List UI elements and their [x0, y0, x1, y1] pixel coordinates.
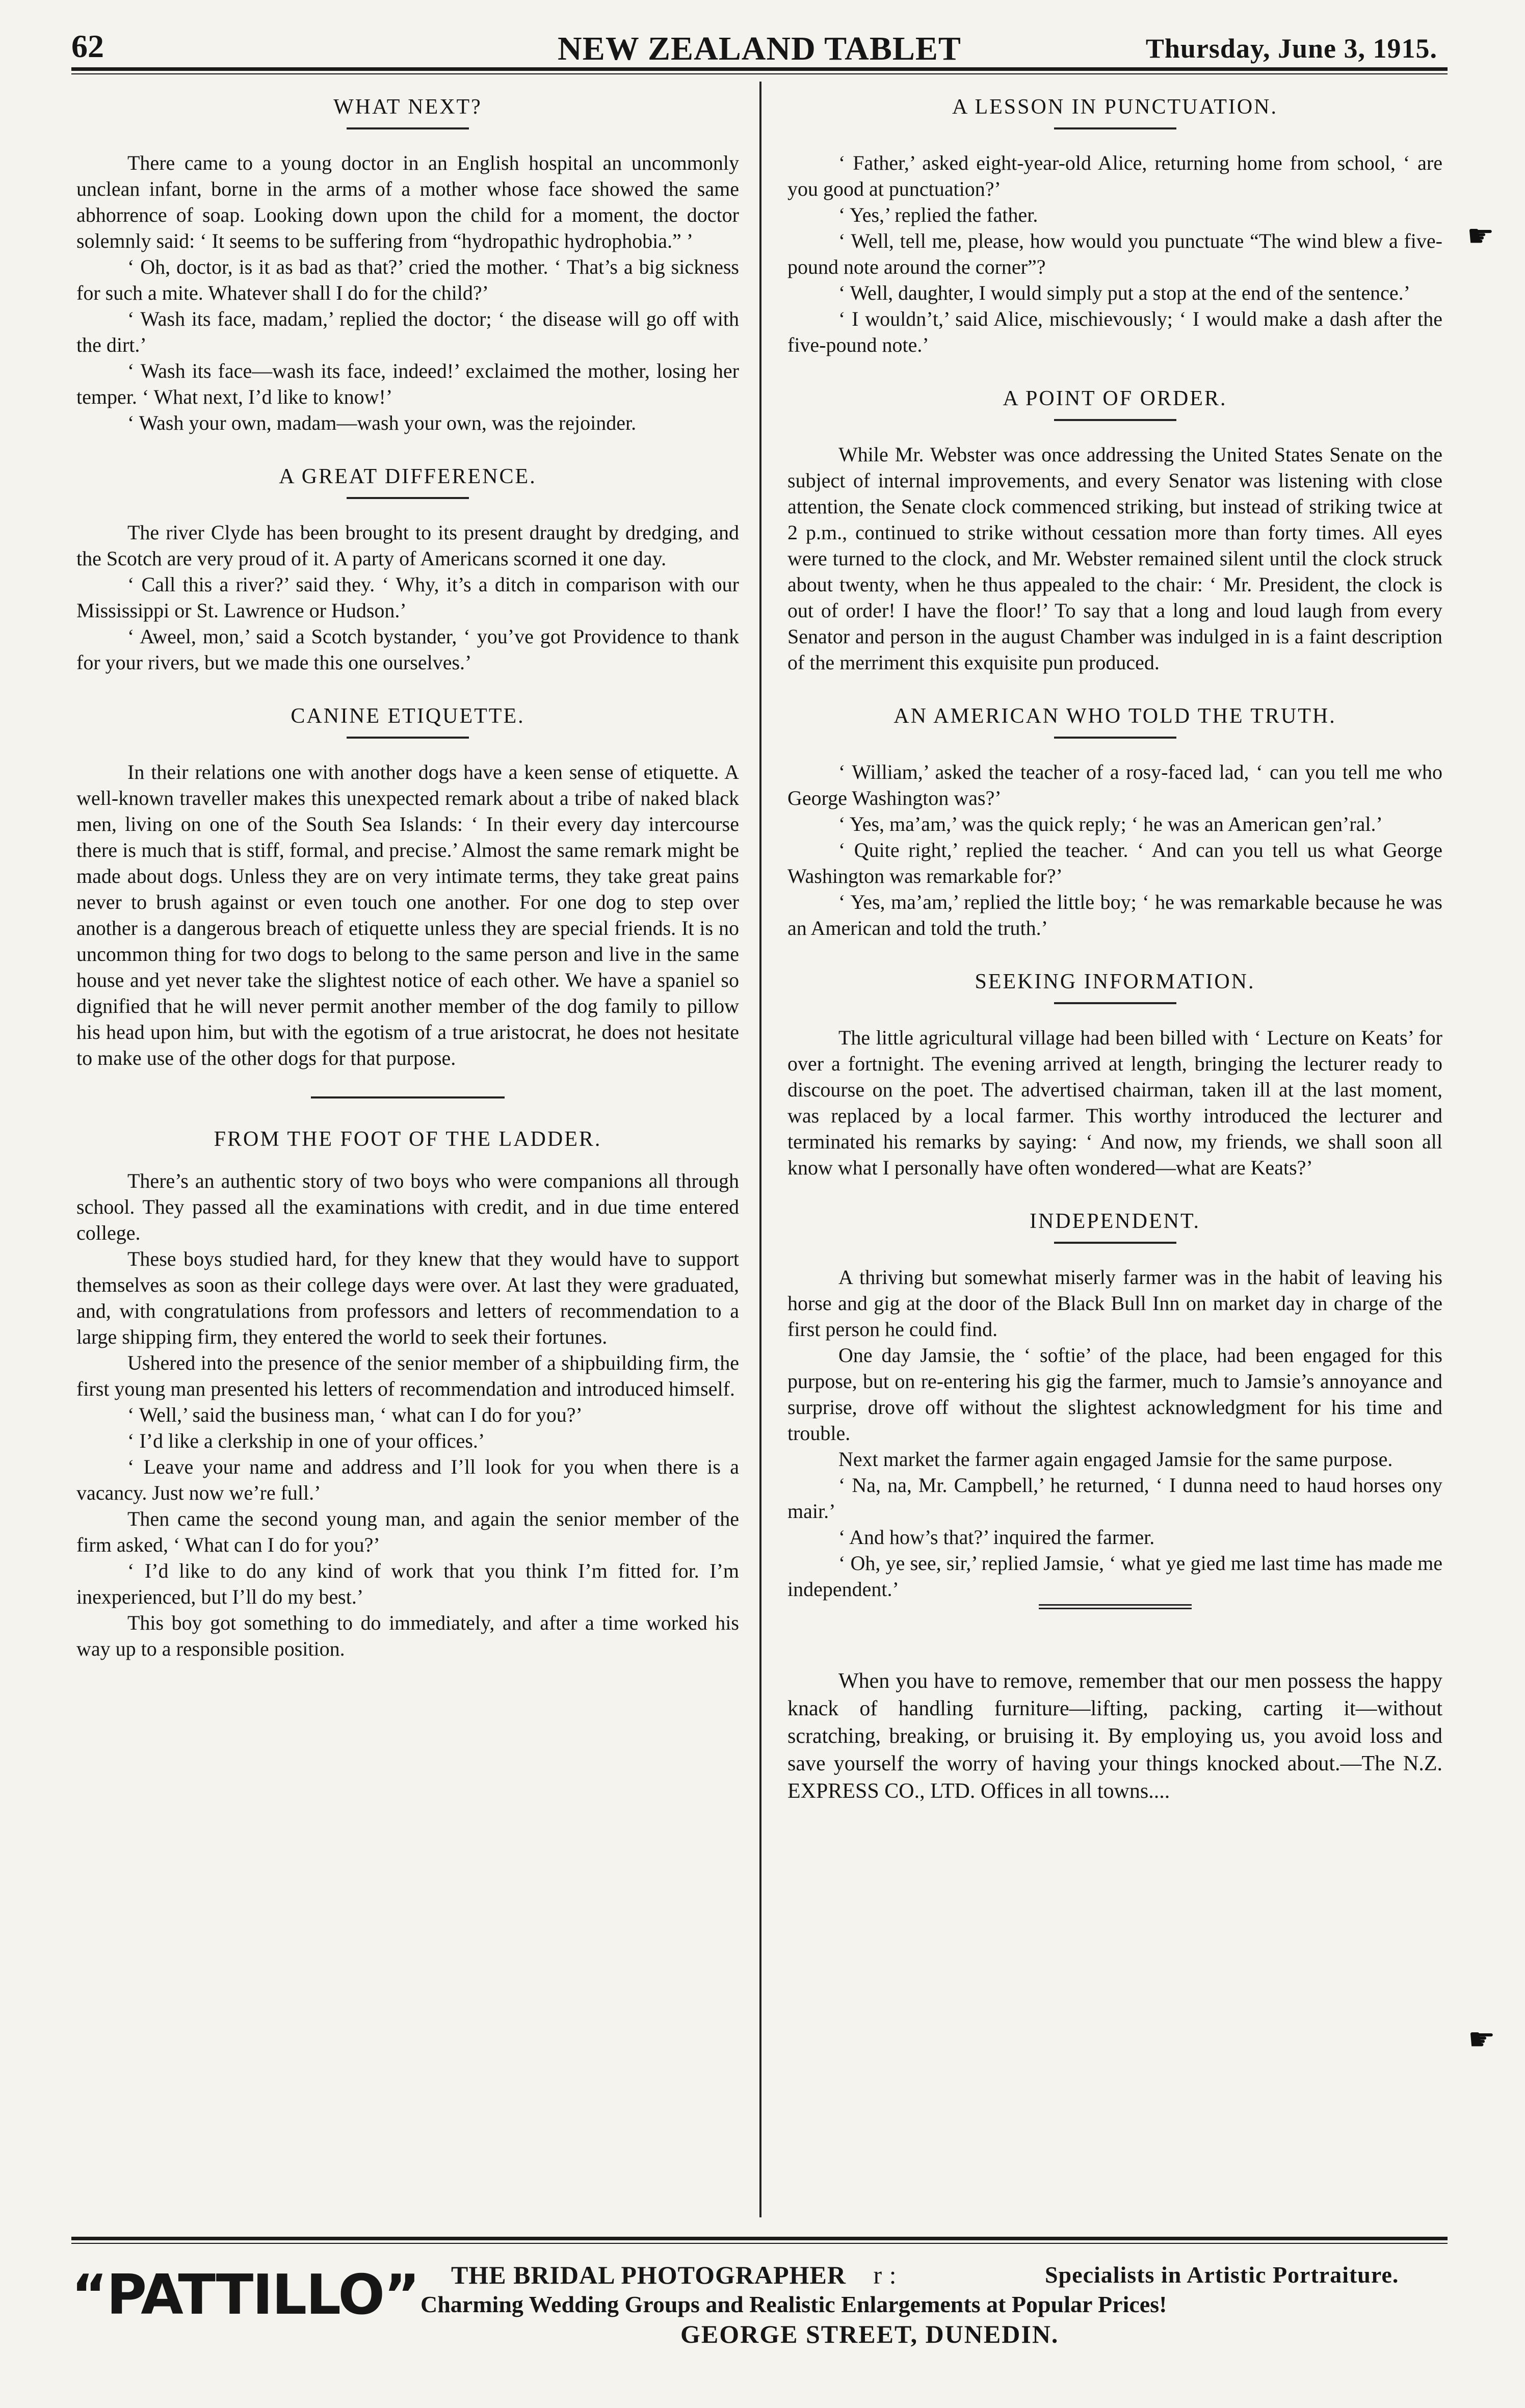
footer-offer: Charming Wedding Groups and Realistic Enlargements at Popular Prices!: [420, 2291, 1167, 2317]
paragraph: ‘ And how’s that?’ inquired the farmer.: [838, 1526, 1155, 1549]
article-what-next: [76, 92, 739, 436]
title-rule: [1054, 127, 1176, 129]
spacer: [76, 436, 739, 461]
section-double-rule: [1039, 1604, 1192, 1609]
photographer-title: THE BRIDAL PHOTOGRAPHER: [451, 2261, 846, 2289]
footer-tagline: [451, 2260, 1399, 2290]
title-rule: [347, 127, 469, 129]
article-title: CANINE ETIQUETTE.: [291, 704, 525, 728]
paragraph: ‘ I’d like to do any kind of work that you think I’m fitted for. I’m inexperienced, but I’ll do my best.’: [76, 1559, 739, 1608]
paragraph: ‘ Leave your name and address and I’ll look for you when there is a vacancy. Just now we’re full.’: [76, 1455, 739, 1504]
spacer: [76, 675, 739, 701]
paragraph: ‘ Well, daughter, I would simply put a stop at the end of the sentence.’: [838, 281, 1410, 304]
paragraph: ‘ William,’ asked the teacher of a rosy-faced lad, ‘ can you tell me who George Washington was?’: [787, 761, 1442, 809]
paragraph: ‘ Yes, ma’am,’ was the quick reply; ‘ he was an American gen’ral.’: [838, 813, 1383, 835]
spacer: [787, 675, 1442, 701]
pointing-hand-icon: ☛: [1468, 2022, 1495, 2057]
paragraph: The little agricultural village had been billed with ‘ Lecture on Keats’ for over a fortnight. The evening arrived at length, bringing the lecturer ready to discourse on the poet. The advertised chairman, taken ill at the last moment, was replaced by a local farmer. This worthy introduced the lecturer and terminated his remarks by saying: ‘ And now, my friends, we shall soon all know what I personally have often wondered—what are Keats?’: [787, 1026, 1442, 1179]
paragraph: ‘ Wash your own, madam—wash your own, was the rejoinder.: [127, 411, 637, 434]
footer-mark: r :: [873, 2261, 897, 2289]
specialists-text: Specialists in Artistic Portraiture.: [1045, 2262, 1399, 2288]
column-divider: [759, 82, 761, 2217]
article-seeking-information: [787, 966, 1442, 1181]
header-rule-thin: [71, 73, 1448, 74]
title-rule: [1054, 737, 1176, 739]
spacer: [787, 1181, 1442, 1206]
pointing-hand-icon: ☛: [1467, 218, 1494, 254]
paragraph: These boys studied hard, for they knew that they would have to support themselves as soon as their college days were over. At last they were graduated, and, with congratulations from professors and letters of recommendation to a large shipping firm, they entered the world to seek their fortunes.: [76, 1247, 739, 1348]
article-foot-of-ladder: [76, 1124, 739, 1662]
paragraph: A thriving but somewhat miserly farmer was in the habit of leaving his horse and gig at the door of the Black Bull Inn on market day in charge of the first person he could find.: [787, 1266, 1442, 1341]
paragraph: ‘ Oh, doctor, is it as bad as that?’ cried the mother. ‘ That’s a big sickness for such a mite. Whatever shall I do for the child?’: [76, 255, 739, 304]
article-title: AN AMERICAN WHO TOLD THE TRUTH.: [893, 704, 1336, 728]
section-rule: [311, 1096, 505, 1098]
paragraph: ‘ I’d like a clerkship in one of your offices.’: [127, 1429, 485, 1452]
spacer: [787, 941, 1442, 966]
article-title: A GREAT DIFFERENCE.: [279, 465, 537, 488]
paragraph: ‘ I wouldn’t,’ said Alice, mischievously; ‘ I would make a dash after the five-pound note.’: [787, 307, 1442, 356]
advert-nz-express: [787, 1667, 1442, 1805]
paragraph: There came to a young doctor in an English hospital an uncommonly unclean infant, borne in the arms of a mother whose face showed the same abhorrence of soap. Looking down upon the child for a moment, the doctor solemnly said: ‘ It seems to be suffering from “hydropathic hydrophobia.” ’: [76, 151, 739, 252]
paragraph: ‘ Father,’ asked eight-year-old Alice, returning home from school, ‘ are you good at punctuation?’: [787, 151, 1442, 200]
spacer: [787, 358, 1442, 383]
article-punctuation: [787, 92, 1442, 358]
paragraph: ‘ Quite right,’ replied the teacher. ‘ And can you tell us what George Washington was remarkable for?’: [787, 839, 1442, 887]
article-title: A LESSON IN PUNCTUATION.: [952, 95, 1278, 119]
paragraph: Ushered into the presence of the senior member of a shipbuilding firm, the first young man presented his letters of recommendation and introduced himself.: [76, 1351, 739, 1400]
article-american-truth: [787, 701, 1442, 941]
page-number: 62: [71, 28, 104, 64]
paragraph: ‘ Oh, ye see, sir,’ replied Jamsie, ‘ what ye gied me last time has made me independent.’: [787, 1552, 1442, 1601]
article-title: WHAT NEXT?: [333, 95, 482, 119]
right-column: [787, 92, 1442, 1805]
paragraph: ‘ Wash its face, madam,’ replied the doctor; ‘ the disease will go off with the dirt.’: [76, 307, 739, 356]
paragraph: ‘ Wash its face—wash its face, indeed!’ exclaimed the mother, losing her temper. ‘ What next, I’d like to know!’: [76, 359, 739, 408]
advert-text: When you have to remove, remember that our men possess the happy knack of handling furniture—lifting, packing, carting it—without scratching, breaking, or bruising it. By employing us, you avoid loss and save yourself the worry of having your things knocked about.—The N.Z. EXPRESS CO., LTD. Offices in all towns....: [787, 1669, 1442, 1803]
paragraph: ‘ Na, na, Mr. Campbell,’ he returned, ‘ I dunna need to haud horses ony mair.’: [787, 1474, 1442, 1523]
paragraph: ‘ Call this a river?’ said they. ‘ Why, it’s a ditch in comparison with our Mississippi or St. Lawrence or Hudson.’: [76, 573, 739, 622]
paragraph: ‘ Aweel, mon,’ said a Scotch bystander, ‘ you’ve got Providence to thank for your rivers, but we made this one ourselves.’: [76, 625, 739, 674]
title-rule: [347, 737, 469, 739]
title-rule: [1054, 419, 1176, 421]
spacer: [787, 1611, 1442, 1667]
footer-rule: [71, 2237, 1448, 2240]
paragraph: ‘ Well,’ said the business man, ‘ what can I do for you?’: [127, 1403, 583, 1426]
paragraph: Next market the farmer again engaged Jamsie for the same purpose.: [838, 1448, 1393, 1471]
article-great-difference: [76, 461, 739, 675]
publication-title: NEW ZEALAND TABLET: [558, 30, 961, 67]
paragraph: One day Jamsie, the ‘ softie’ of the place, had been engaged for this purpose, but on re-entering his gig the farmer, much to Jamsie’s annoyance and surprise, drove off without the slightest acknowledgment for his time and trouble.: [787, 1344, 1442, 1445]
page-header: [71, 28, 1448, 68]
article-independent: [787, 1206, 1442, 1602]
title-rule: [1054, 1242, 1176, 1244]
footer-rule-thin: [71, 2243, 1448, 2244]
title-rule: [1054, 1002, 1176, 1004]
paragraph: The river Clyde has been brought to its present draught by dredging, and the Scotch are very proud of it. A party of Americans scorned it one day.: [76, 521, 739, 570]
article-title: INDEPENDENT.: [1029, 1210, 1200, 1233]
paragraph: ‘ Well, tell me, please, how would you punctuate “The wind blew a five-pound note around the corner”?: [787, 229, 1442, 278]
article-point-of-order: [787, 383, 1442, 675]
footer-address: GEORGE STREET, DUNEDIN.: [680, 2320, 1059, 2348]
title-rule: [347, 497, 469, 499]
header-rule: [71, 67, 1448, 71]
article-canine-etiquette: [76, 701, 739, 1071]
paragraph: Then came the second young man, and again the senior member of the firm asked, ‘ What can I do for you?’: [76, 1507, 739, 1556]
brand-name: “PATTILLO”: [71, 2263, 419, 2327]
footer-advert: [71, 2253, 1448, 2386]
spacer: [76, 1155, 739, 1168]
paragraph: While Mr. Webster was once addressing the United States Senate on the subject of internal improvements, and every Senator was listening with close attention, the Senate clock commenced striking, but instead of striking twice at 2 p.m., continued to strike without cessation more than forty times. All eyes were turned to the clock, and Mr. Webster remained silent until the clock struck about twenty, when he thus appealed to the chair: ‘ Mr. President, the clock is out of order! I have the floor!’ To say that a long and loud laugh from every Senator and person in the august Chamber was indulged in is a faint description of the merriment this exquisite pun produced.: [787, 443, 1442, 674]
paragraph: ‘ Yes,’ replied the father.: [838, 203, 1038, 226]
article-title: FROM THE FOOT OF THE LADDER.: [214, 1128, 602, 1151]
paragraph: There’s an authentic story of two boys who were companions all through school. They passed all the examinations with credit, and in due time entered college.: [76, 1169, 739, 1244]
article-title: SEEKING INFORMATION.: [975, 970, 1255, 993]
left-column: [76, 92, 739, 1662]
paragraph: ‘ Yes, ma’am,’ replied the little boy; ‘ he was remarkable because he was an American and told the truth.’: [787, 891, 1442, 939]
article-title: A POINT OF ORDER.: [1003, 387, 1227, 410]
paragraph: This boy got something to do immediately, and after a time worked his way up to a responsible position.: [76, 1611, 739, 1660]
issue-date: Thursday, June 3, 1915.: [1145, 33, 1437, 64]
paragraph: In their relations one with another dogs have a keen sense of etiquette. A well-known traveller makes this unexpected remark about a tribe of naked black men, living on one of the South Sea Islands: ‘ In their every day intercourse there is much that is stiff, formal, and precise.’ Almost the same remark might be made about dogs. Unless they are on very intimate terms, they take great pains never to brush against or even touch one another. For one dog to step over another is a dangerous breach of etiquette unless they are special friends. It is no uncommon thing for two dogs to belong to the same person and live in the same house and yet never take the slightest notice of each other. We have a spaniel so dignified that he will never permit another member of the dog family to pillow his head upon him, but with the egotism of a true aristocrat, he does not hesitate to make use of the other dogs for that purpose.: [76, 761, 739, 1069]
